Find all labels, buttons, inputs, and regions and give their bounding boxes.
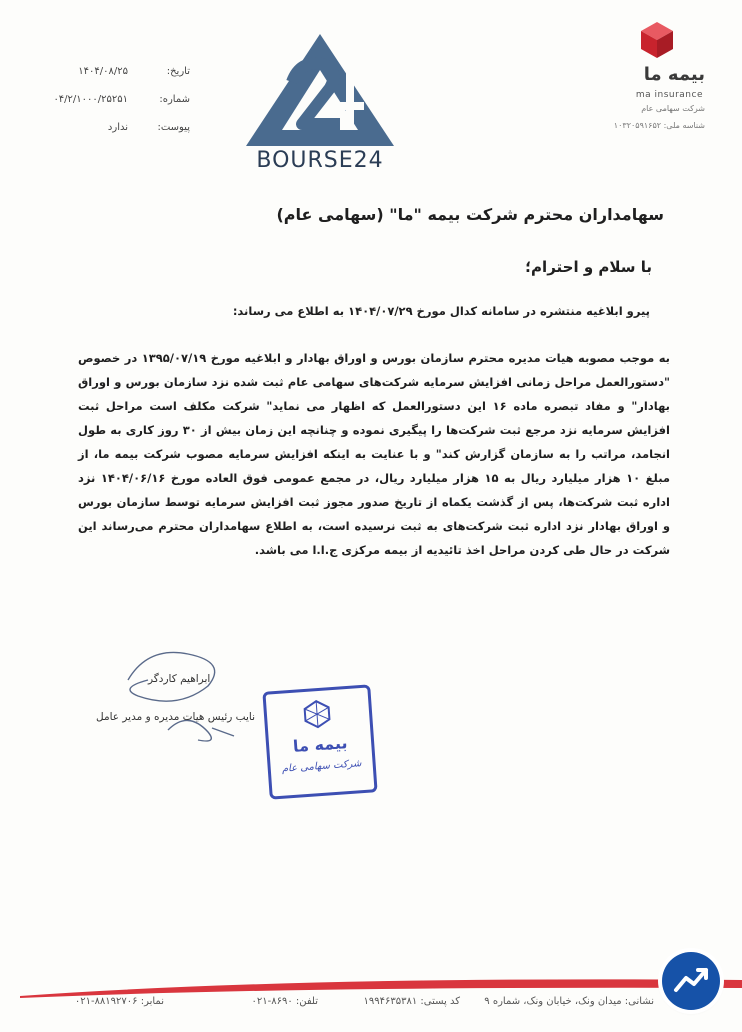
attachment-row xyxy=(30,122,190,150)
cube-logo-icon xyxy=(639,20,675,60)
footer-fax: نمابر: ۸۸۱۹۲۷۰۶-۰۲۱ xyxy=(74,996,164,1007)
corner-badge[interactable] xyxy=(662,952,720,1010)
signatory-title: نایب رئیس هیات مدیره و مدیر عامل xyxy=(96,711,256,723)
signature-scribble xyxy=(108,640,268,760)
bourse24-text: BOURSE24 xyxy=(256,148,384,173)
stamp-subtitle: شرکت سهامی عام xyxy=(281,758,362,775)
date-row xyxy=(30,66,190,94)
brand-latin: ma insurance xyxy=(635,90,703,100)
footer-postal-code: کد پستی: ۱۹۹۴۶۳۵۳۸۱ xyxy=(363,996,460,1007)
greeting: با سلام و احترام؛ xyxy=(525,258,652,276)
attachment-value: ندارد xyxy=(107,122,128,133)
attachment-label: پیوست: xyxy=(157,122,190,133)
date-value: ۱۴۰۴/۰۸/۲۵ xyxy=(78,66,128,77)
footer-address: نشانی: میدان ونک، خیابان ونک، شماره ۹ xyxy=(484,996,654,1007)
number-row xyxy=(30,94,190,122)
body-paragraph: به موجب مصوبه هیات مدیره محترم سازمان بورس و اوراق بهادار و ابلاغیه مورخ ۱۳۹۵/۰۷/۱۹ در خصوص "دستورالعمل مراحل زمانی افزایش سرمایه شرکت‌های سهامی عام ثبت شده نزد سازمان بورس و اوراق بهادار" و مفاد تبصره ماده ۱۶ این دستورالعمل که اظهار می نماید" شرکت مکلف است مراحل ثبت افزایش سرمایه نزد مرجع ثبت شرکت‌ها را پیگیری نموده و چنانچه این زمان بیش از ۳۰ روز کاری به طول انجامد، مراتب را به سازمان گزارش کند" و با عنایت به اینکه افزایش سرمایه مصوب شرکت بیمه ما، از مبلغ ۱۰ هزار میلیارد ریال به ۱۵ هزار میلیارد ریال، در مجمع عمومی فوق العاده مورخ ۱۴۰۴/۰۶/۱۶ نزد اداره ثبت شرکت‌ها، پس از گذشت یکماه از تاریخ صدور مجوز ثبت افزایش سرمایه توسط سازمان بورس و اوراق بهادار نزد اداره ثبت شرکت‌های به ثبت نرسیده است، به اطلاع سهامداران محترم می‌رساند این شرکت در حال طی کردن مراحل اخذ تائیدیه از بیمه مرکزی ج.ا.ا می باشد. xyxy=(78,351,671,557)
bourse24-watermark xyxy=(240,30,400,180)
bourse24-logo-icon xyxy=(240,30,400,150)
number-value: ۰۴/۲/۱۰۰۰/۲۵۲۵۱ xyxy=(53,94,128,105)
footer-contact xyxy=(0,996,742,1020)
intro-line: پیرو ابلاغیه منتشره در سامانه کدال مورخ ۱۴۰۴/۰۷/۲۹ به اطلاع می رساند: xyxy=(232,304,650,318)
stamp-cube-icon xyxy=(302,698,332,730)
stamp-name: بیمه ما xyxy=(292,733,348,756)
brand-subtitle: شرکت سهامی عام xyxy=(641,104,705,113)
brand-name: بیمه ما xyxy=(643,64,705,85)
letter-meta xyxy=(30,66,190,150)
addressee: سهامداران محترم شرکت بیمه "ما" (سهامی عام) xyxy=(276,205,664,224)
brand-national-id: شناسه ملی: ۱۰۳۲۰۵۹۱۶۵۲ xyxy=(613,121,705,130)
trend-arrow-icon xyxy=(662,952,720,1010)
footer-phone: تلفن: ۸۶۹۰-۰۲۱ xyxy=(251,996,318,1007)
company-stamp xyxy=(262,684,377,799)
signatory-name: ابراهیم کاردگر xyxy=(148,673,211,685)
number-label: شماره: xyxy=(159,94,190,105)
date-label: تاریخ: xyxy=(166,66,190,77)
company-brand xyxy=(595,20,705,140)
